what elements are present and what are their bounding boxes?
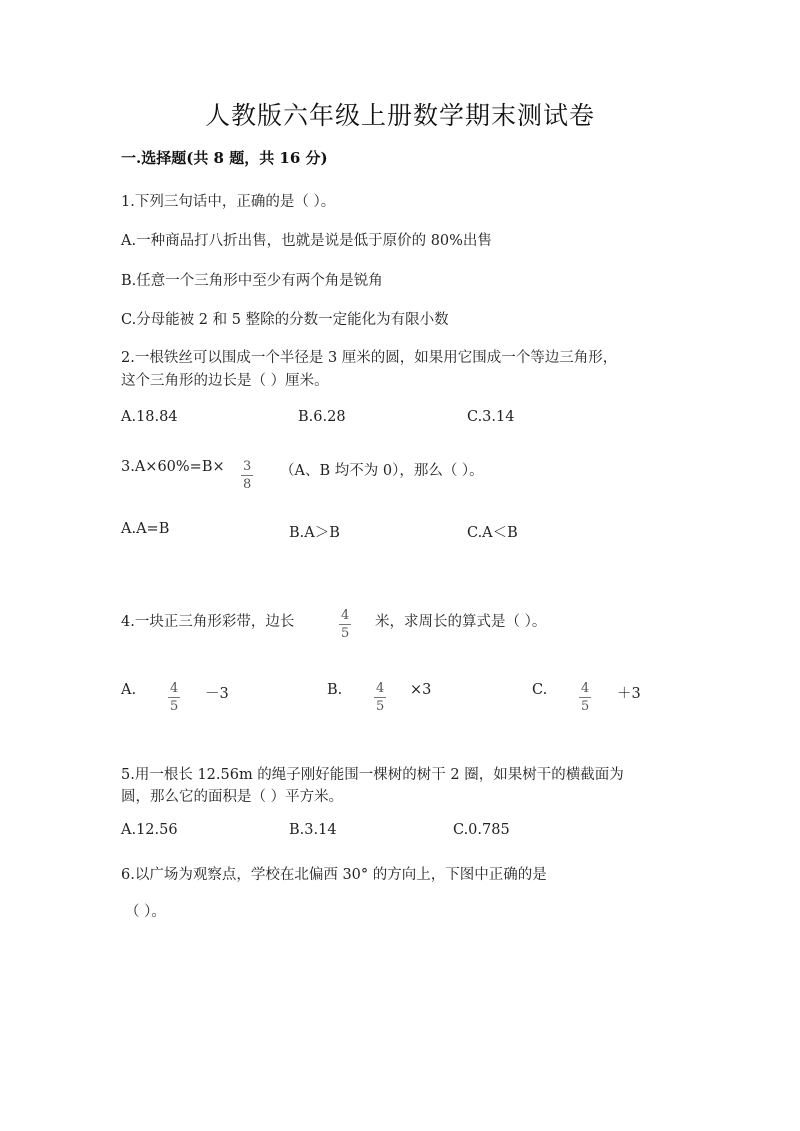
question-5-option-c: C.0.785 xyxy=(453,822,510,838)
fraction-denominator: 5 xyxy=(341,626,350,641)
question-5-option-a: A.12.56 xyxy=(121,822,178,838)
question-3-stem-post: （A、B 均不为 0），那么（ ）。 xyxy=(280,463,484,479)
question-4-option-c-fraction xyxy=(579,677,591,713)
question-3-option-c: C.A＜B xyxy=(467,525,518,541)
page-title: 人教版六年级上册数学期末测试卷 xyxy=(204,101,595,130)
fraction-numerator: 4 xyxy=(581,681,590,696)
question-5-stem-line1: 5.用一根长 12.56m 的绳子刚好能围一棵树的树干 2 圈，如果树干的横截面为 xyxy=(121,767,624,783)
question-4-option-c-label: C. xyxy=(532,682,548,698)
question-4-option-a-fraction xyxy=(168,677,180,713)
question-2-option-a: A.18.84 xyxy=(121,409,178,425)
question-4-option-b-fraction xyxy=(374,677,386,713)
question-2-stem-line2: 这个三角形的边长是（ ）厘米。 xyxy=(121,373,329,389)
fraction-numerator: 4 xyxy=(170,681,179,696)
question-3-option-b: B.A＞B xyxy=(289,525,340,541)
question-4-option-a-label: A. xyxy=(121,682,137,698)
question-4-option-b-label: B. xyxy=(327,682,343,698)
question-1-option-a: A.一种商品打八折出售，也就是说是低于原价的 80%出售 xyxy=(121,233,492,249)
question-4-fraction xyxy=(339,604,351,640)
question-4-stem-post: 米，求周长的算式是（ ）。 xyxy=(375,614,547,630)
question-5-stem-line2: 圆，那么它的面积是（ ）平方米。 xyxy=(121,789,344,805)
question-3-fraction xyxy=(241,455,253,491)
question-4-stem-pre: 4.一块正三角形彩带，边长 xyxy=(121,614,295,630)
question-3-stem-pre: 3.A×60%=B× xyxy=(121,459,225,475)
question-4-option-c-tail: ＋3 xyxy=(617,686,641,702)
question-2-option-b: B.6.28 xyxy=(298,409,346,425)
section-heading: 一.选择题(共 8 题，共 16 分) xyxy=(121,149,328,167)
question-6-stem-line2: （ ）。 xyxy=(125,904,166,920)
fraction-denominator: 8 xyxy=(243,477,252,492)
question-5-option-b: B.3.14 xyxy=(289,822,337,838)
question-1-option-b: B.任意一个三角形中至少有两个角是锐角 xyxy=(121,273,383,289)
question-1-option-c: C.分母能被 2 和 5 整除的分数一定能化为有限小数 xyxy=(121,312,449,328)
question-2-stem-line1: 2.一根铁丝可以围成一个半径是 3 厘米的圆，如果用它围成一个等边三角形， xyxy=(121,350,618,366)
fraction-numerator: 3 xyxy=(243,459,252,474)
question-4-option-b-tail: ×3 xyxy=(410,682,432,698)
question-2-option-c: C.3.14 xyxy=(467,409,515,425)
fraction-denominator: 5 xyxy=(170,699,179,714)
fraction-denominator: 5 xyxy=(581,699,590,714)
fraction-denominator: 5 xyxy=(376,699,385,714)
fraction-numerator: 4 xyxy=(376,681,385,696)
question-1-stem: 1.下列三句话中，正确的是（ ）。 xyxy=(121,194,336,210)
question-4-option-a-tail: －3 xyxy=(205,686,229,702)
fraction-numerator: 4 xyxy=(341,608,350,623)
question-6-stem-line1: 6.以广场为观察点，学校在北偏西 30° 的方向上，下图中正确的是 xyxy=(121,867,547,883)
question-3-option-a: A.A=B xyxy=(121,521,170,537)
